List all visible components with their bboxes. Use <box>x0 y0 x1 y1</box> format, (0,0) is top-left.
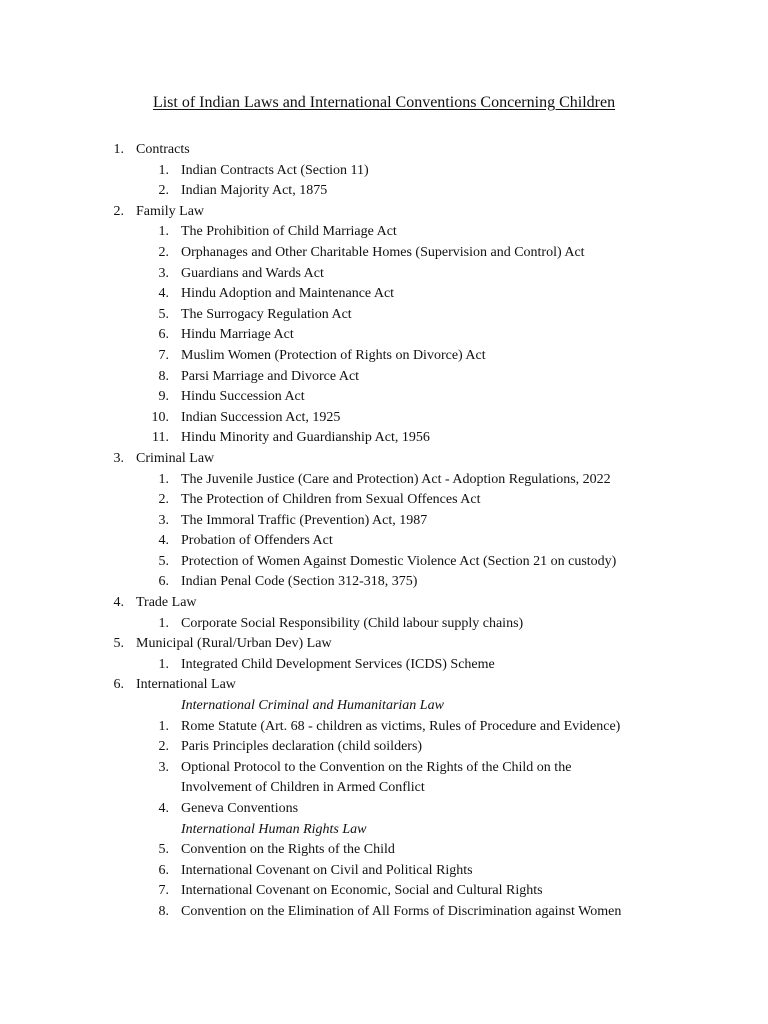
category-heading <box>0 634 768 655</box>
list-item <box>0 737 768 758</box>
spacer <box>169 799 181 820</box>
list-item <box>0 552 768 573</box>
spacer <box>169 717 181 738</box>
category-label: International Law <box>136 677 236 693</box>
item-text: International Covenant on Economic, Social and Cultural Rights <box>181 883 543 899</box>
item-number: 5. <box>158 306 169 322</box>
spacer <box>169 222 181 243</box>
item-number: 1. <box>158 615 169 631</box>
spacer <box>169 531 181 552</box>
spacer <box>169 325 181 346</box>
item-number: 4. <box>158 533 169 549</box>
spacer <box>169 881 181 902</box>
list-item <box>0 305 768 326</box>
spacer <box>169 408 181 429</box>
spacer <box>169 758 181 779</box>
category-label: Trade Law <box>136 595 197 611</box>
list-item <box>0 470 768 491</box>
item-number: 8. <box>158 903 169 919</box>
item-text: The Surrogacy Regulation Act <box>181 306 352 322</box>
list-item <box>0 264 768 285</box>
spacer <box>169 346 181 367</box>
category-label: Family Law <box>136 203 205 219</box>
spacer <box>169 861 181 882</box>
item-text: Indian Contracts Act (Section 11) <box>181 162 369 178</box>
category-number: 4. <box>113 595 124 611</box>
list-item <box>0 490 768 511</box>
spacer <box>169 305 181 326</box>
item-text: Hindu Succession Act <box>181 389 305 405</box>
list-item <box>0 511 768 532</box>
item-number: 2. <box>158 244 169 260</box>
item-text: Corporate Social Responsibility (Child labour supply chains) <box>181 615 524 631</box>
spacer <box>124 449 136 470</box>
item-text: International Covenant on Civil and Political Rights <box>181 862 473 878</box>
spacer <box>169 511 181 532</box>
category-label: Municipal (Rural/Urban Dev) Law <box>136 636 332 652</box>
list-item <box>0 222 768 243</box>
item-number: 1. <box>158 224 169 240</box>
spacer <box>169 470 181 491</box>
list-item <box>0 367 768 388</box>
list-item <box>0 881 768 902</box>
category-number: 2. <box>113 203 124 219</box>
item-number: 6. <box>158 574 169 590</box>
item-text: Hindu Minority and Guardianship Act, 1956 <box>181 430 430 446</box>
list-item <box>0 840 768 861</box>
spacer <box>124 593 136 614</box>
list-item <box>0 758 768 779</box>
item-text: Hindu Marriage Act <box>181 327 294 343</box>
spacer <box>169 284 181 305</box>
category-number: 3. <box>113 450 124 466</box>
spacer <box>124 634 136 655</box>
item-text: Probation of Offenders Act <box>181 533 333 549</box>
list-item <box>0 572 768 593</box>
category-label: Contracts <box>136 142 190 157</box>
spacer <box>169 552 181 573</box>
item-number: 10. <box>151 409 169 425</box>
list-item <box>0 408 768 429</box>
item-text: Geneva Conventions <box>181 801 299 816</box>
item-number: 5. <box>158 842 169 858</box>
item-text: Integrated Child Development Services (ICDS) Scheme <box>181 656 495 672</box>
item-number: 4. <box>158 286 169 302</box>
list-item <box>0 428 768 449</box>
category-heading <box>0 675 768 696</box>
list-item <box>0 531 768 552</box>
item-number: 3. <box>158 265 169 281</box>
spacer <box>169 243 181 264</box>
item-number: 1. <box>158 656 169 672</box>
list-item <box>0 902 768 923</box>
category-heading <box>0 593 768 614</box>
item-text: Optional Protocol to the Convention on the Rights of the Child on the <box>181 759 572 775</box>
item-number: 6. <box>158 327 169 343</box>
item-text: Orphanages and Other Charitable Homes (Supervision and Control) Act <box>181 244 585 260</box>
item-number: 2. <box>158 492 169 508</box>
item-text: Guardians and Wards Act <box>181 265 324 281</box>
item-number: 1. <box>158 471 169 487</box>
spacer <box>124 675 136 696</box>
category-heading <box>0 449 768 470</box>
category-number: 1. <box>113 142 124 157</box>
list-item <box>0 717 768 738</box>
item-text: Muslim Women (Protection of Rights on Divorce) Act <box>181 347 486 363</box>
item-text: The Prohibition of Child Marriage Act <box>181 224 397 240</box>
page-title: List of Indian Laws and International Conventions Concerning Children <box>152 94 616 111</box>
item-text: Indian Majority Act, 1875 <box>181 183 328 199</box>
list-item <box>0 243 768 264</box>
spacer <box>169 161 181 182</box>
item-number: 4. <box>158 801 169 816</box>
item-number: 7. <box>158 347 169 363</box>
list-item <box>0 387 768 408</box>
spacer <box>169 181 181 202</box>
item-number: 8. <box>158 368 169 384</box>
item-text: Indian Penal Code (Section 312-318, 375) <box>181 574 418 590</box>
spacer <box>124 140 136 161</box>
spacer <box>169 490 181 511</box>
item-number: 7. <box>158 883 169 899</box>
item-number: 11. <box>152 430 169 446</box>
spacer <box>169 367 181 388</box>
item-number: 9. <box>158 389 169 405</box>
category-label: Criminal Law <box>136 450 215 466</box>
category-heading <box>0 202 768 223</box>
law-list <box>0 140 768 923</box>
item-text: Convention on the Elimination of All Forms of Discrimination against Women <box>181 903 622 919</box>
spacer <box>124 202 136 223</box>
item-number: 1. <box>158 162 169 178</box>
list-item <box>0 346 768 367</box>
item-text: Protection of Women Against Domestic Violence Act (Section 21 on custody) <box>181 553 617 569</box>
item-number: 3. <box>158 759 169 775</box>
spacer <box>169 614 181 635</box>
item-text: Rome Statute (Art. 68 - children as victims, Rules of Procedure and Evidence) <box>181 718 621 734</box>
item-number: 2. <box>158 739 169 755</box>
item-text: Indian Succession Act, 1925 <box>181 409 341 425</box>
spacer <box>169 572 181 593</box>
spacer <box>169 428 181 449</box>
list-item <box>0 181 768 202</box>
item-text: The Immoral Traffic (Prevention) Act, 1987 <box>181 512 428 528</box>
category-number: 6. <box>113 677 124 693</box>
item-text: Paris Principles declaration (child soilders) <box>181 739 423 755</box>
list-item <box>0 284 768 305</box>
item-text: The Juvenile Justice (Care and Protection) Act - Adoption Regulations, 2022 <box>181 471 611 487</box>
list-item <box>0 655 768 676</box>
item-text: Hindu Adoption and Maintenance Act <box>181 286 395 302</box>
section-subheading: International Criminal and Humanitarian Law <box>181 698 444 714</box>
spacer <box>169 264 181 285</box>
item-number: 2. <box>158 183 169 199</box>
section-subheading: International Human Rights Law <box>181 821 367 837</box>
item-text: The Protection of Children from Sexual Offences Act <box>181 492 481 508</box>
item-number: 6. <box>158 862 169 878</box>
spacer <box>169 737 181 758</box>
item-number: 1. <box>158 718 169 734</box>
list-item <box>0 614 768 635</box>
list-item <box>0 861 768 882</box>
spacer <box>169 387 181 408</box>
item-number: 5. <box>158 553 169 569</box>
list-item <box>0 325 768 346</box>
list-item <box>0 799 768 820</box>
category-heading <box>0 140 768 161</box>
item-number: 3. <box>158 512 169 528</box>
spacer <box>169 840 181 861</box>
item-text: Parsi Marriage and Divorce Act <box>181 368 360 384</box>
list-item <box>0 161 768 182</box>
spacer <box>169 655 181 676</box>
item-text: Convention on the Rights of the Child <box>181 842 395 858</box>
item-text-continuation: Involvement of Children in Armed Conflict <box>181 780 425 796</box>
category-number: 5. <box>113 636 124 652</box>
spacer <box>169 902 181 923</box>
